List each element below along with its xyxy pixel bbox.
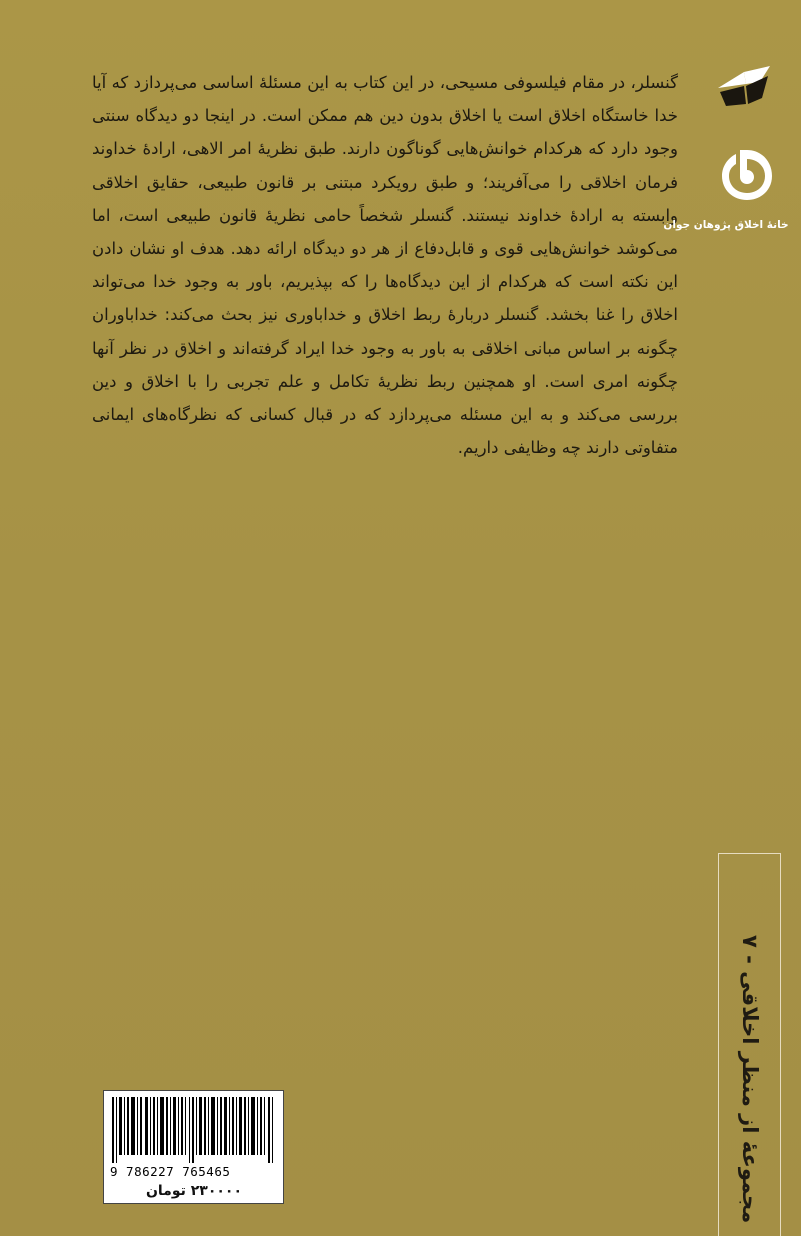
publisher-circle-logo-icon [718,146,776,204]
price: ۲۳۰۰۰۰ تومان [145,1183,243,1199]
blurb-text [92,66,678,464]
barcode-label [103,1090,284,1204]
open-book-logo-icon [714,62,774,112]
barcode [110,1097,278,1163]
blurb-paragraph: گنسلر، در مقام فیلسوفی مسیحی، در این کتاب به این مسئلۀ اساسی می‌پردازد که آیا خدا خاستگاه اخلاق است یا اخلاق بدون دین هم ممکن است. در اینجا دو دیدگاه سنتی وجود دارد که هرکدام خوانش‌هایی گوناگون دارند. طبق نظریۀ امر الاهی، ارادۀ خداوند فرمان اخلاقی را می‌آفریند؛ و طبق رویکرد مبتنی بر قانون طبیعی، حقایق اخلاقی وابسته به ارادۀ خداوند نیستند. گنسلر شخصاً حامی نظریۀ قانون طبیعی است، اما می‌کوشد خوانش‌هایی قوی و قابل‌دفاع از هر دو دیدگاه ارائه دهد. هدف او نشان دادن این نکته است که هرکدام از این دیدگاه‌ها را که بپذیریم، باور به وجود خدا می‌تواند اخلاق را غنا بخشد. گنسلر دربارۀ ربط اخلاق و خداباوری نیز بحث می‌کند: خداباوران چگونه بر اساس مبانی اخلاقی به باور به وجود خدا ایراد گرفته‌اند و اخلاق در نظر آنها چگونه امری است. او همچنین ربط نظریۀ تکامل و علم تجربی را با اخلاق و دین بررسی می‌کند و به این مسئله می‌پردازد که در قبال کسانی که نظرگاه‌های ایمانی متفاوتی دارند چه وظایفی داریم. [92,73,678,458]
series-title: مجموعۀ از منظر اخلاقی - ۷ [738,934,762,1223]
isbn-number: 9 786227 765465 [110,1164,231,1179]
publisher-name: خانۀ اخلاق پژوهان جوان [663,219,789,231]
